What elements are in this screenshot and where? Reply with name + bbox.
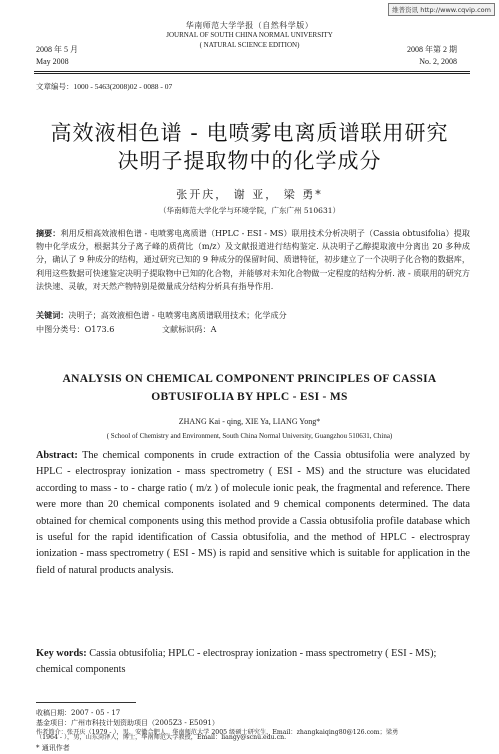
clc-number: 中图分类号：O173.6 bbox=[36, 324, 115, 334]
authors-en: ZHANG Kai - qing, XIE Ya, LIANG Yong* bbox=[178, 417, 321, 426]
article-number: 文章编号：1000 - 5463(2008)02 - 0088 - 07 bbox=[36, 82, 173, 91]
abstract-cn-label: 摘要： bbox=[36, 228, 61, 238]
header-issue-cn: 2008 年第 2 期 bbox=[407, 45, 457, 54]
title-en-line1: ANALYSIS ON CHEMICAL COMPONENT PRINCIPLES OF CASSIA bbox=[62, 373, 437, 385]
keywords-en-text: Cassia obtusifolia; HPLC - electrospray ionization - mass spectrometry ( ESI - MS); chemical components bbox=[36, 648, 437, 676]
affiliation-en: ( School of Chemistry and Environment, South China Normal University, Guangzhou 510631, China) bbox=[106, 432, 393, 440]
header-rule-top bbox=[34, 71, 470, 72]
keywords-en bbox=[36, 646, 470, 679]
footnote-author-info-1: 作者简介：张开庆（1979 - ），男，安徽合肥人，华南师范大学 2005 级硕士研究生，Email：zhangkaiqing80@126.com；梁勇 bbox=[36, 729, 399, 736]
keywords-cn-text: 决明子；高效液相色谱 - 电喷雾电离质谱联用技术；化学成分 bbox=[68, 310, 287, 320]
journal-title-cn: 华南师范大学学报（自然科学版） bbox=[185, 21, 314, 30]
abstract-en-text: The chemical components in crude extraction of the Cassia obtusifolia were analyzed by HPLC - electrospray ionization - mass spectrometry ( ESI - MS) and the structure was elucidated according to mass - to - charge ratio ( m/z ) of molecule ionic peak, the fragmental and reference. There were more than 20 chemical components isolated and 9 chemical components determined. The data obtained for chemical components using this method provide a Cassia obtusifolia profile database which is useful for the rapid identification of Cassia obtusifolia, and the method of HPLC - electrospray ionization - mass spectrometry ( ESI - MS) is rapid and sensitive which is suitable for application in the field of natural products analysis. bbox=[36, 450, 470, 576]
abstract-cn bbox=[36, 227, 470, 293]
header-date-en: May 2008 bbox=[36, 57, 69, 66]
header-issue-en: No. 2, 2008 bbox=[419, 57, 457, 66]
title-cn-line2: 决明子提取物中的化学成分 bbox=[117, 149, 382, 173]
authors-cn: 张开庆， 谢 亚， 梁 勇* bbox=[176, 188, 323, 201]
footnote-rule bbox=[36, 702, 136, 703]
journal-title-en: JOURNAL OF SOUTH CHINA NORMAL UNIVERSITY bbox=[166, 31, 333, 39]
abstract-en-label: Abstract: bbox=[36, 450, 78, 461]
keywords-cn bbox=[36, 310, 287, 321]
footnote-author-info-2: （1964 - ），男，山东菏泽人，博士，华南师范大学教授，Email：liangy@scnu.edu.cn. bbox=[36, 734, 287, 741]
title-cn-line1: 高效液相色谱 - 电喷雾电离质谱联用研究 bbox=[50, 121, 449, 145]
header-date-cn: 2008 年 5 月 bbox=[36, 45, 78, 54]
journal-edition-en: ( NATURAL SCIENCE EDITION) bbox=[199, 41, 300, 49]
abstract-en bbox=[36, 448, 470, 579]
keywords-cn-label: 关键词： bbox=[36, 310, 69, 320]
keywords-en-label: Key words: bbox=[36, 648, 87, 659]
abstract-cn-text: 利用反相高效液相色谱 - 电喷雾电离质谱（HPLC - ESI - MS）联用技术分析决明子（Cassia obtusifolia）提取物中化学成分，根据其分子离子峰的质荷比（m/z）及文献报道进行结构鉴定. 从决明子乙醇提取液中分离出 20 多种成分，确认了 9 种成分的结构，通过研究已知的 9 种成分的保留时间、质谱特征，初步建立了一个决明子化合物的数据库，利用这些数据可快速鉴定决明子提取物中已知的化合物，并能够对未知化合物做一定程度的结构分析. 液 - 质联用的研究方法快速、灵敏，对天然产物特别是微量成分结构分析具有指导作用. bbox=[36, 228, 470, 291]
footnote-correspondence: * 通讯作者 bbox=[36, 744, 70, 752]
watermark-label: 维普资讯 http://www.cqvip.com bbox=[388, 3, 495, 16]
footnote-fund: 基金项目：广州市科技计划资助项目（2005Z3 - E5091） bbox=[36, 719, 219, 727]
title-en-line2: OBTUSIFOLIA BY HPLC - ESI - MS bbox=[151, 391, 348, 403]
document-code: 文献标识码：A bbox=[162, 324, 217, 334]
footnote-received: 收稿日期：2007 - 05 - 17 bbox=[36, 709, 121, 717]
header-rule-bottom bbox=[34, 73, 470, 74]
affiliation-cn: （华南师范大学化学与环境学院，广东广州 510631） bbox=[158, 206, 340, 215]
